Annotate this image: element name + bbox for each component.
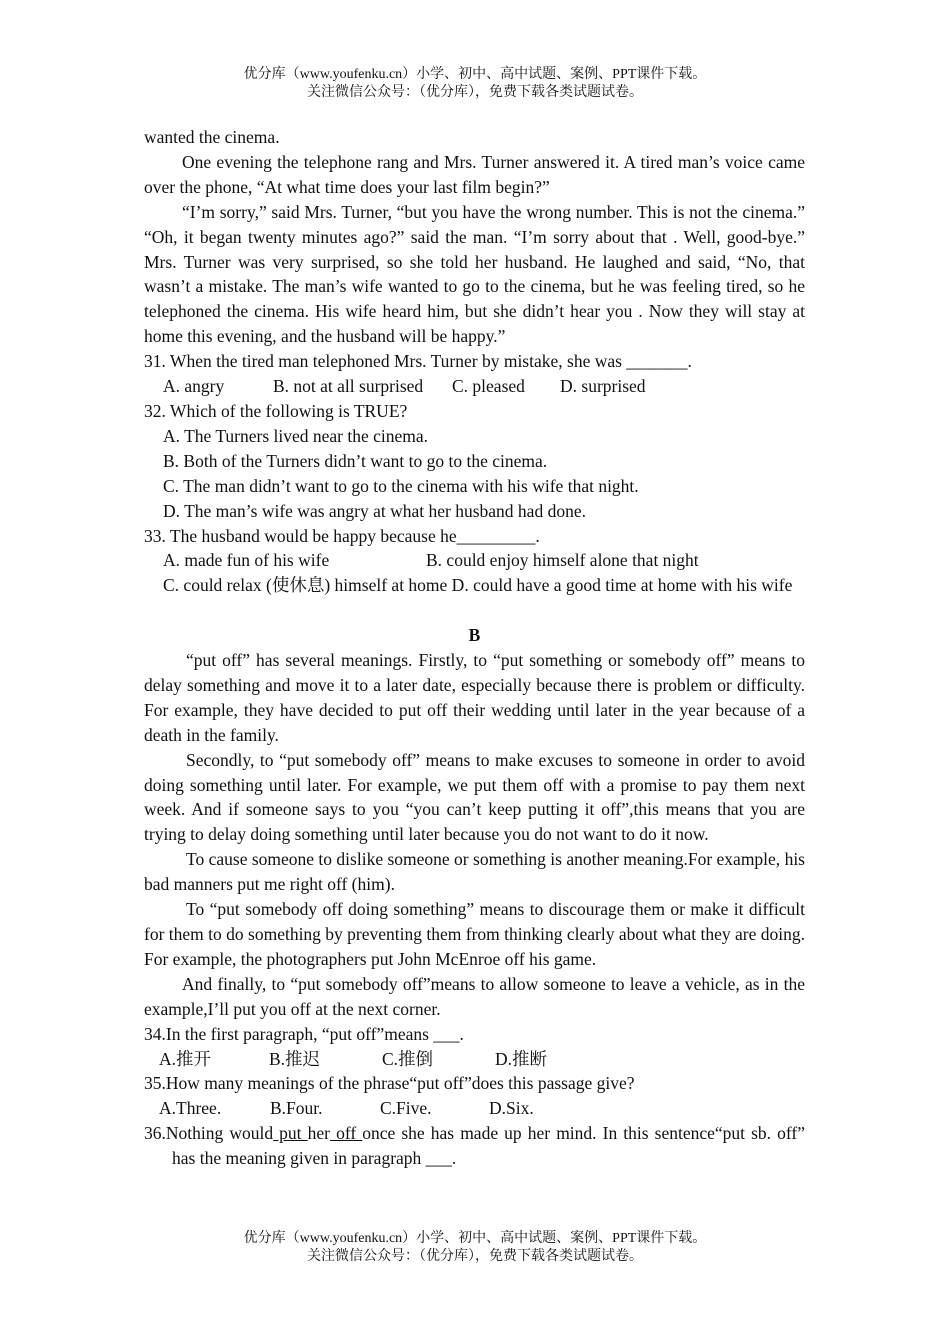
passage-b-paragraph-3: To cause someone to dislike someone or something is another meaning.For example, his bad manners put me right off (him). (144, 849, 805, 895)
question-34-stem: 34.In the first paragraph, “put off”means ___. (144, 1023, 464, 1044)
question-33-options-cd (144, 573, 805, 598)
option-cd: C. could relax (使休息) himself at home D. could have a good time at home with his wife (163, 575, 793, 596)
page-header (0, 66, 950, 102)
q36-text-1: 36.Nothing would (144, 1123, 274, 1144)
q36-underlined-off: off (329, 1123, 363, 1144)
passage-b-paragraph-1: “put off” has several meanings. Firstly, to “put something or somebody off” means to delay something and move it to a later date, especially because there is problem or difficulty. For example, they have decided to put off their wedding until later in the year because of a death in the family. (144, 650, 805, 745)
passage-b-paragraph-2: Secondly, to “put somebody off” means to make excuses to someone in order to avoid doing something until later. For example, we put them off with a promise to pay them next week. And if someone says to you “you can’t keep putting it off”,this means that you are trying to delay doing something until later because you do not want to do it now. (144, 749, 805, 845)
question-35-options (144, 1096, 805, 1121)
question-36-stem (144, 1121, 805, 1171)
option-c: C. The man didn’t want to go to the cinema with his wife that night. (163, 475, 639, 496)
option-a: A.Three. (159, 1098, 222, 1119)
q36-text-3: once she has made up her mind. In this sentence“put sb. off” has the meaning given in paragraph ___. (172, 1123, 805, 1169)
option-a: A. made fun of his wife (163, 550, 330, 571)
passage-b-paragraph-5: And finally, to “put somebody off”means to allow someone to leave a vehicle, as in the example,I’ll put you off at the next corner. (144, 973, 805, 1019)
passage-a-paragraph-2: “I’m sorry,” said Mrs. Turner, “but you have the wrong number. This is not the cinema.” “Oh, it began twenty minutes ago?” said the man. “I’m sorry about that . Well, good-bye.” Mrs. Turner was very surprised, so she told her husband. He laughed and said, “No, that wasn’t a mistake. The man’s wife wanted to go to the cinema, but he was feeling tired, so he telephoned the cinema. His wife heard him, but she didn’t hear you . Now they will stay at home this evening, and the husband will be happy.” (144, 201, 805, 347)
page-footer (0, 1230, 950, 1266)
option-c: C.推倒 (382, 1048, 434, 1069)
footer-line-2: 关注微信公众号：（优分库），免费下载各类试题试卷。 (307, 1249, 643, 1264)
option-c: C.Five. (380, 1098, 432, 1119)
q36-text-2: her (307, 1123, 330, 1144)
question-33-options-ab (144, 548, 805, 573)
document-body (144, 125, 805, 1171)
option-d: D.Six. (489, 1098, 534, 1119)
option-d: D. surprised (560, 376, 646, 397)
option-d: D.推断 (495, 1048, 548, 1069)
footer-line-1: 优分库（www.youfenku.cn）小学、初中、高中试题、案例、PPT课件下载。 (243, 1231, 707, 1246)
q36-underlined-put: put (273, 1123, 308, 1144)
passage-b-paragraph-4: To “put somebody off doing something” means to discourage them or make it difficult for them to do something by preventing them from thinking clearly about what they are doing. For example, the photographers put John McEnroe off his game. (144, 899, 805, 969)
question-31-stem: 31. When the tired man telephoned Mrs. Turner by mistake, she was _______. (144, 351, 692, 372)
passage-a-paragraph-1: One evening the telephone rang and Mrs. Turner answered it. A tired man’s voice came over the phone, “At what time does your last film begin?” (144, 151, 805, 197)
header-line-2: 关注微信公众号：（优分库），免费下载各类试题试卷。 (307, 85, 643, 100)
question-35-stem: 35.How many meanings of the phrase“put off”does this passage give? (144, 1073, 635, 1094)
option-a: A.推开 (159, 1048, 212, 1069)
question-34-options (144, 1047, 805, 1072)
option-a: A. The Turners lived near the cinema. (163, 425, 429, 446)
option-b: B.推迟 (269, 1048, 321, 1069)
option-a: A. angry (163, 376, 225, 397)
option-b: B. not at all surprised (273, 376, 424, 397)
option-b: B. Both of the Turners didn’t want to go to the cinema. (163, 450, 548, 471)
header-line-1: 优分库（www.youfenku.cn）小学、初中、高中试题、案例、PPT课件下载。 (243, 67, 707, 82)
option-b: B.Four. (270, 1098, 323, 1119)
option-b: B. could enjoy himself alone that night (426, 550, 699, 571)
question-32-stem: 32. Which of the following is TRUE? (144, 400, 408, 421)
question-33-stem: 33. The husband would be happy because he_________. (144, 525, 540, 546)
passage-a-continuation: wanted the cinema. (144, 127, 280, 147)
question-31-options (144, 374, 805, 399)
section-b-title: B (468, 625, 481, 646)
option-d: D. The man’s wife was angry at what her husband had done. (163, 500, 586, 521)
option-c: C. pleased (452, 376, 525, 397)
